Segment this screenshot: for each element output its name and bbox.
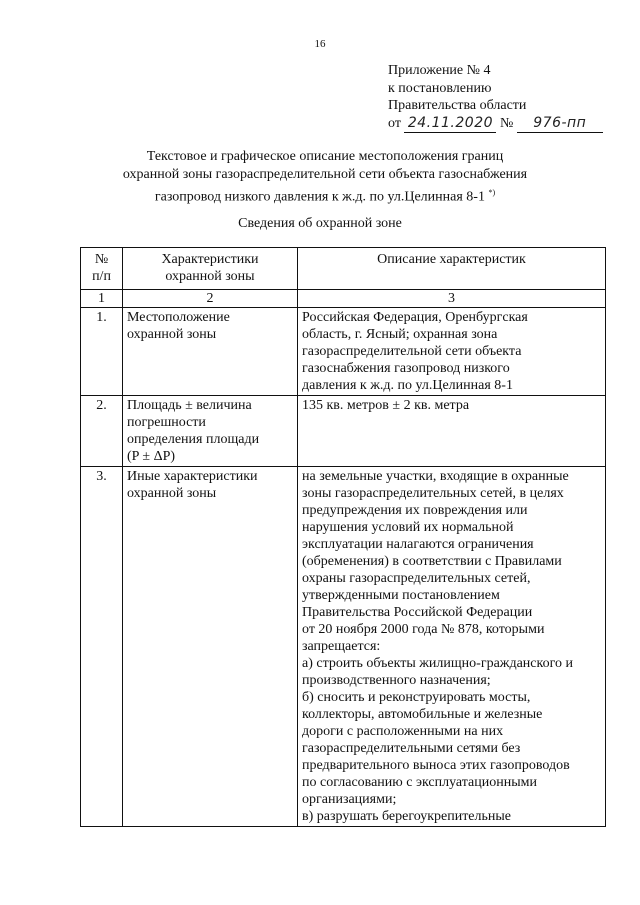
description-line: газоснабжения газопровод низкого bbox=[302, 361, 510, 376]
appendix-block bbox=[388, 62, 628, 133]
footnote-mark: *) bbox=[488, 188, 496, 197]
row-characteristic bbox=[123, 308, 298, 396]
description-line: зоны газораспределительных сетей, в целях bbox=[302, 486, 564, 501]
header-num-line: п/п bbox=[92, 269, 111, 284]
header-characteristic-line: охранной зоны bbox=[165, 269, 255, 284]
title-line-3-text: газопровод низкого давления к ж.д. по ул.Целинная 8-1 bbox=[154, 189, 485, 205]
characteristic-line: охранной зоны bbox=[127, 327, 217, 342]
description-line: утвержденными постановлением bbox=[302, 588, 500, 603]
table-row bbox=[81, 308, 606, 396]
header-description: Описание характеристик bbox=[298, 248, 606, 290]
table-row bbox=[81, 467, 606, 827]
appendix-line-3: Правительства области bbox=[388, 98, 527, 113]
table-header-row bbox=[81, 248, 606, 290]
index-cell: 3 bbox=[298, 290, 606, 308]
header-characteristic bbox=[123, 248, 298, 290]
table-index-row bbox=[81, 290, 606, 308]
characteristic-line: определения площади bbox=[127, 432, 260, 447]
title-line-3 bbox=[90, 184, 560, 207]
handwritten-date: 24.11.2020 bbox=[404, 115, 496, 134]
description-line: по согласованию с эксплуатационными bbox=[302, 775, 537, 790]
index-cell: 1 bbox=[81, 290, 123, 308]
characteristic-line: Площадь ± величина bbox=[127, 398, 252, 413]
header-characteristic-line: Характеристики bbox=[161, 252, 259, 267]
characteristic-line: погрешности bbox=[127, 415, 206, 430]
description-line: газораспределительными сетями без bbox=[302, 741, 521, 756]
description-line: производственного назначения; bbox=[302, 673, 491, 688]
description-line: б) сносить и реконструировать мосты, bbox=[302, 690, 531, 705]
appendix-line-4 bbox=[388, 115, 628, 134]
header-num-line: № bbox=[94, 252, 109, 267]
description-line: предварительного выноса этих газопроводов bbox=[302, 758, 570, 773]
row-characteristic bbox=[123, 467, 298, 827]
description-line: запрещается: bbox=[302, 639, 381, 654]
description-line: а) строить объекты жилищно-гражданского и bbox=[302, 656, 573, 671]
handwritten-number: 976-пп bbox=[517, 115, 603, 134]
document-title bbox=[90, 148, 560, 207]
description-line: (обременения) в соответствии с Правилами bbox=[302, 554, 562, 569]
description-line: эксплуатации налагаются ограничения bbox=[302, 537, 534, 552]
row-characteristic bbox=[123, 396, 298, 467]
description-line: давления к ж.д. по ул.Целинная 8-1 bbox=[302, 378, 513, 393]
description-line: Российская Федерация, Оренбургская bbox=[302, 310, 528, 325]
row-num: 3. bbox=[81, 467, 123, 827]
row-num: 1. bbox=[81, 308, 123, 396]
description-line: предупреждения их повреждения или bbox=[302, 503, 528, 518]
row-num: 2. bbox=[81, 396, 123, 467]
characteristic-line: (P ± ΔP) bbox=[127, 449, 176, 464]
title-line-2: охранной зоны газораспределительной сети объекта газоснабжения bbox=[122, 167, 528, 182]
table-row bbox=[81, 396, 606, 467]
characteristic-line: Иные характеристики bbox=[127, 469, 258, 484]
description-line: охраны газораспределительных сетей, bbox=[302, 571, 531, 586]
row-description bbox=[298, 308, 606, 396]
zone-info-table bbox=[80, 247, 606, 827]
description-line: газораспределительной сети объекта bbox=[302, 344, 522, 359]
appendix-line-2: к постановлению bbox=[388, 80, 492, 96]
characteristic-line: охранной зоны bbox=[127, 486, 217, 501]
title-line-1: Текстовое и графическое описание местоположения границ bbox=[146, 149, 504, 164]
number-label: № bbox=[499, 115, 514, 131]
description-line: в) разрушать берегоукрепительные bbox=[302, 809, 512, 824]
description-line: 135 кв. метров ± 2 кв. метра bbox=[302, 398, 470, 413]
description-line: коллекторы, автомобильные и железные bbox=[302, 707, 543, 722]
appendix-line-1: Приложение № 4 bbox=[388, 63, 491, 78]
row-description bbox=[298, 396, 606, 467]
characteristic-line: Местоположение bbox=[127, 310, 230, 325]
description-line: дороги с расположенными на них bbox=[302, 724, 504, 739]
description-line: на земельные участки, входящие в охранные bbox=[302, 469, 569, 484]
description-line: от 20 ноября 2000 года № 878, которыми bbox=[302, 622, 545, 637]
description-line: нарушения условий их нормальной bbox=[302, 520, 514, 535]
header-num bbox=[81, 248, 123, 290]
page-number: 16 bbox=[314, 38, 326, 50]
from-label: от bbox=[388, 115, 401, 131]
description-line: область, г. Ясный; охранная зона bbox=[302, 327, 498, 342]
description-line: организациями; bbox=[302, 792, 397, 807]
description-line: Правительства Российской Федерации bbox=[302, 605, 533, 620]
section-title: Сведения об охранной зоне bbox=[238, 216, 402, 231]
row-description bbox=[298, 467, 606, 827]
index-cell: 2 bbox=[123, 290, 298, 308]
